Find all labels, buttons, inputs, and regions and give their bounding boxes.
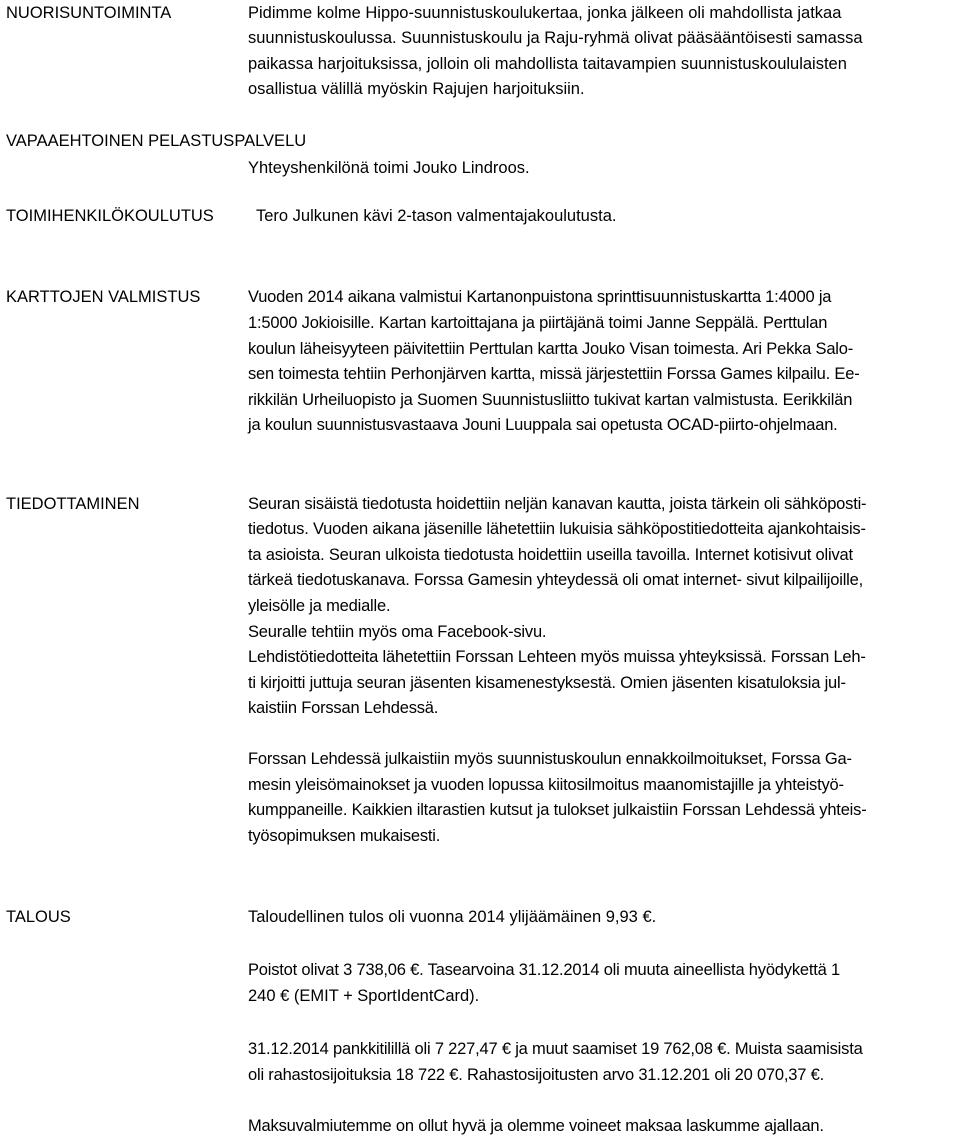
talous-line-6: Maksuvalmiutemme on ollut hyvä ja olemme voineet maksaa laskumme ajallaan. bbox=[248, 1117, 824, 1135]
talous-line-3: 240 € (EMIT + SportIdentCard). bbox=[248, 987, 480, 1005]
nuorisu-line-2: suunnistuskoulussa. Suunnistuskoulu ja Raju-ryhmä olivat pääsääntöisesti samassa bbox=[248, 29, 863, 47]
tiedo-line-11: mesin yleisömainokset ja vuoden lopussa kiitosilmoitus maanomistajille ja yhteistyö- bbox=[248, 776, 844, 794]
kartta-line-6: ja koulun suunnistusvastaava Jouni Luuppala sai opetusta OCAD-piirto-ohjelmaan. bbox=[248, 416, 838, 434]
section-heading-nuorisuntoiminta: NUORISUNTOIMINTA bbox=[6, 4, 172, 22]
nuorisu-line-4: osallistua välillä myöskin Rajujen harjoituksiin. bbox=[248, 80, 585, 98]
toimi-line-1: Tero Julkunen kävi 2-tason valmentajakoulutusta. bbox=[256, 207, 617, 225]
kartta-line-3: koulun läheisyyteen päivitettiin Perttulan kartta Jouko Visan toimesta. Ari Pekka Salo- bbox=[248, 340, 854, 358]
nuorisu-line-1: Pidimme kolme Hippo-suunnistuskoulukertaa, jonka jälkeen oli mahdollista jatkaa bbox=[248, 4, 842, 22]
talous-line-4: 31.12.2014 pankkitilillä oli 7 227,47 € ja muut saamiset 19 762,08 €. Muista saamisista bbox=[248, 1040, 863, 1058]
talous-line-5: oli rahastosijoituksia 18 722 €. Rahastosijoitusten arvo 31.12.201 oli 20 070,37 €. bbox=[248, 1066, 824, 1084]
tiedo-line-7: Lehdistötiedotteita lähetettiin Forssan Lehteen myös muissa yhteyksissä. Forssan Leh- bbox=[248, 648, 866, 666]
kartta-line-1: Vuoden 2014 aikana valmistui Kartanonpuistona sprinttisuunnistuskartta 1:4000 ja bbox=[248, 288, 832, 306]
tiedo-line-2: tiedotus. Vuoden aikana jäsenille lähetettiin lukuisia sähköpostitiedotteita ajankohtaisis- bbox=[248, 520, 866, 538]
vapaa-line-1: Yhteyshenkilönä toimi Jouko Lindroos. bbox=[248, 159, 530, 177]
talous-line-2: Poistot olivat 3 738,06 €. Tasearvoina 31.12.2014 oli muuta aineellista hyödykettä 1 bbox=[248, 961, 840, 979]
tiedo-line-12: kumppaneille. Kaikkien iltarastien kutsut ja tulokset julkaistiin Forssan Lehdessä yhteis- bbox=[248, 801, 867, 819]
kartta-line-2: 1:5000 Jokioisille. Kartan kartoittajana ja piirtäjänä toimi Janne Seppälä. Perttulan bbox=[248, 314, 828, 332]
tiedo-line-13: työsopimuksen mukaisesti. bbox=[248, 827, 441, 845]
section-heading-toimihenkilokoulutus: TOIMIHENKILÖKOULUTUS bbox=[6, 207, 214, 225]
section-heading-karttojen-valmistus: KARTTOJEN VALMISTUS bbox=[6, 288, 201, 306]
tiedo-line-4: tärkeä tiedotuskanava. Forssa Gamesin yhteydessä oli omat internet- sivut kilpailijoille, bbox=[248, 571, 863, 589]
kartta-line-4: sen toimesta tehtiin Perhonjärven kartta, missä järjestettiin Forssa Games kilpailu. Ee- bbox=[248, 365, 860, 383]
tiedo-line-8: ti kirjoitti juttuja seuran jäsenten kisamenestyksestä. Omien jäsenten kisatuloksia jul- bbox=[248, 674, 846, 692]
kartta-line-5: rikkilän Urheiluopisto ja Suomen Suunnistusliitto tukivat kartan valmistusta. Eerikkilän bbox=[248, 391, 853, 409]
section-heading-vapaaehtoinen: VAPAAEHTOINEN PELASTUSPALVELU bbox=[6, 132, 307, 150]
talous-line-1: Taloudellinen tulos oli vuonna 2014 ylijäämäinen 9,93 €. bbox=[248, 908, 657, 926]
tiedo-line-3: ta asioista. Seuran ulkoista tiedotusta hoidettiin useilla tavoilla. Internet kotisivut olivat bbox=[248, 546, 853, 564]
section-heading-tiedottaminen: TIEDOTTAMINEN bbox=[6, 495, 140, 513]
tiedo-line-9: kaistiin Forssan Lehdessä. bbox=[248, 699, 439, 717]
tiedo-line-1: Seuran sisäistä tiedotusta hoidettiin neljän kanavan kautta, joista tärkein oli sähköposti- bbox=[248, 495, 867, 513]
section-heading-talous: TALOUS bbox=[6, 908, 71, 926]
tiedo-line-6: Seuralle tehtiin myös oma Facebook-sivu. bbox=[248, 623, 547, 641]
tiedo-line-5: yleisölle ja medialle. bbox=[248, 597, 391, 615]
nuorisu-line-3: paikassa harjoituksissa, jolloin oli mahdollista taitavampien suunnistuskoululaisten bbox=[248, 55, 847, 73]
tiedo-line-10: Forssan Lehdessä julkaistiin myös suunnistuskoulun ennakkoilmoitukset, Forssa Ga- bbox=[248, 750, 852, 768]
